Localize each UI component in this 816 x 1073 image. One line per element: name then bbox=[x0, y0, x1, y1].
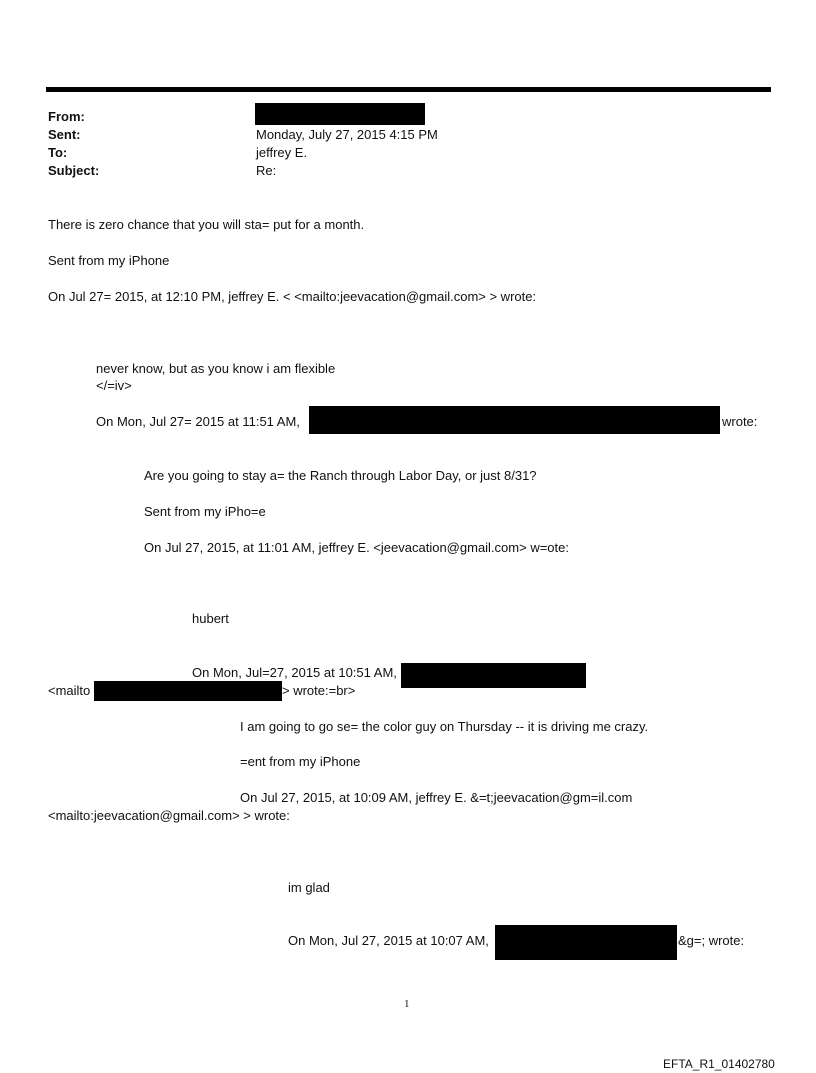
signature: Sent from my iPho=e bbox=[144, 504, 266, 519]
quote-header: On Jul 27, 2015, at 11:01 AM, jeffrey E. <jeevacation@gmail.com> w=ote: bbox=[144, 540, 569, 555]
body-line: There is zero chance that you will sta= put for a month. bbox=[48, 217, 365, 232]
from-label: From: bbox=[48, 109, 85, 124]
quote-text: Are you going to stay a= the Ranch through Labor Day, or just 8/31? bbox=[144, 468, 537, 483]
document-id: EFTA_R1_01402780 bbox=[663, 1057, 775, 1071]
email-redaction bbox=[94, 681, 282, 701]
subject-label: Subject: bbox=[48, 163, 100, 178]
quote-text: im glad bbox=[288, 880, 330, 895]
subject-value: Re: bbox=[256, 163, 277, 178]
quote-on-prefix: On Mon, Jul 27, 2015 at 10:07 AM, bbox=[288, 933, 489, 948]
quote-header: On Jul 27, 2015, at 10:09 AM, jeffrey E. &=t;jeevacation@gm=il.com bbox=[240, 790, 633, 805]
to-label: To: bbox=[48, 145, 68, 160]
quote-on-suffix: &g=; wrote: bbox=[678, 933, 745, 948]
page-number: 1 bbox=[404, 998, 410, 1010]
sent-label: Sent: bbox=[48, 127, 81, 142]
quote-on-prefix: On Mon, Jul=27, 2015 at 10:51 AM, bbox=[192, 665, 397, 680]
quote-text: I am going to go se= the color guy on Thursday -- it is driving me crazy. bbox=[240, 719, 649, 734]
quote-text: hubert bbox=[192, 611, 229, 626]
header-rule bbox=[46, 87, 771, 92]
quote-header-cont: <mailto:jeevacation@gmail.com> > wrote: bbox=[48, 808, 290, 823]
quote-wrote: > wrote:=br> bbox=[282, 683, 356, 698]
quote-text: never know, but as you know i am flexible bbox=[96, 361, 336, 376]
signature: Sent from my iPhone bbox=[48, 253, 170, 268]
from-redaction bbox=[255, 103, 425, 125]
quote-header: On Jul 27= 2015, at 12:10 PM, jeffrey E. < <mailto:jeevacation@gmail.com> > wrote: bbox=[48, 289, 537, 304]
quote-tag: </=iv> bbox=[96, 378, 132, 393]
sent-value: Monday, July 27, 2015 4:15 PM bbox=[256, 127, 438, 142]
signature: =ent from my iPhone bbox=[240, 754, 361, 769]
quote-on-prefix: On Mon, Jul 27= 2015 at 11:51 AM, bbox=[96, 414, 300, 429]
sender-redaction bbox=[401, 663, 586, 688]
quote-on-suffix: wrote: bbox=[722, 414, 758, 429]
sender-redaction bbox=[309, 406, 720, 434]
quote-mailto: <mailto bbox=[48, 683, 91, 698]
sender-redaction bbox=[495, 925, 677, 960]
to-value: jeffrey E. bbox=[256, 145, 308, 160]
